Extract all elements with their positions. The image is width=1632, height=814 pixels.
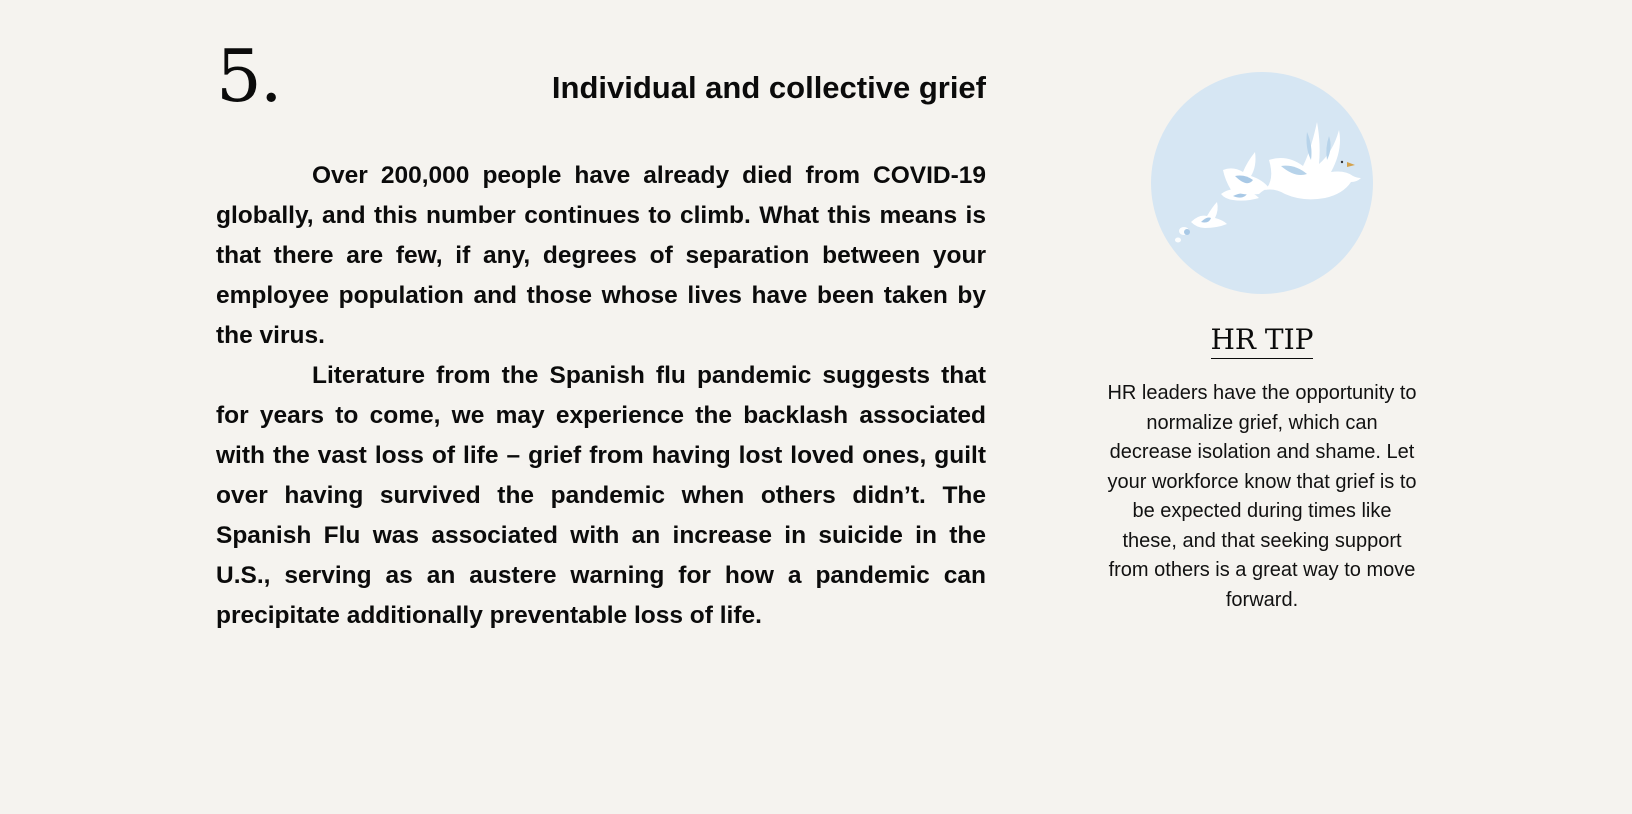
hr-tip-title: HR TIP [1211,322,1314,359]
paragraph-2: Literature from the Spanish flu pandemic suggests that for years to come, we may experience the backlash associated with the vast loss of life – grief from having lost loved ones, guilt over having survived the pandemic when others didn’t. The Spanish Flu was associated with an increase in suicide in the U.S., serving as an austere warning for how a pandemic can precipitate additionally preventable loss of life. [216,362,986,629]
doves-illustration [1151,72,1373,294]
section-header [216,36,986,126]
section-title: Individual and collective grief [551,70,986,105]
section-number: 5. [216,34,281,118]
body-text [216,156,986,636]
hr-tip-text: HR leaders have the opportunity to normalize grief, which can decrease isolation and shame. Let your workforce know that grief is to be expected during times like these, and that seeking support from others is a great way to move forward. [1107,382,1417,611]
hr-tip-sidebar [1102,72,1422,615]
doves-icon [1151,72,1373,294]
paragraph-1: Over 200,000 people have already died from COVID-19 globally, and this number continues to climb. What this means is that there are few, if any, degrees of separation between your employee population and those whose lives have been taken by the virus. [216,162,986,349]
main-content [216,34,986,629]
